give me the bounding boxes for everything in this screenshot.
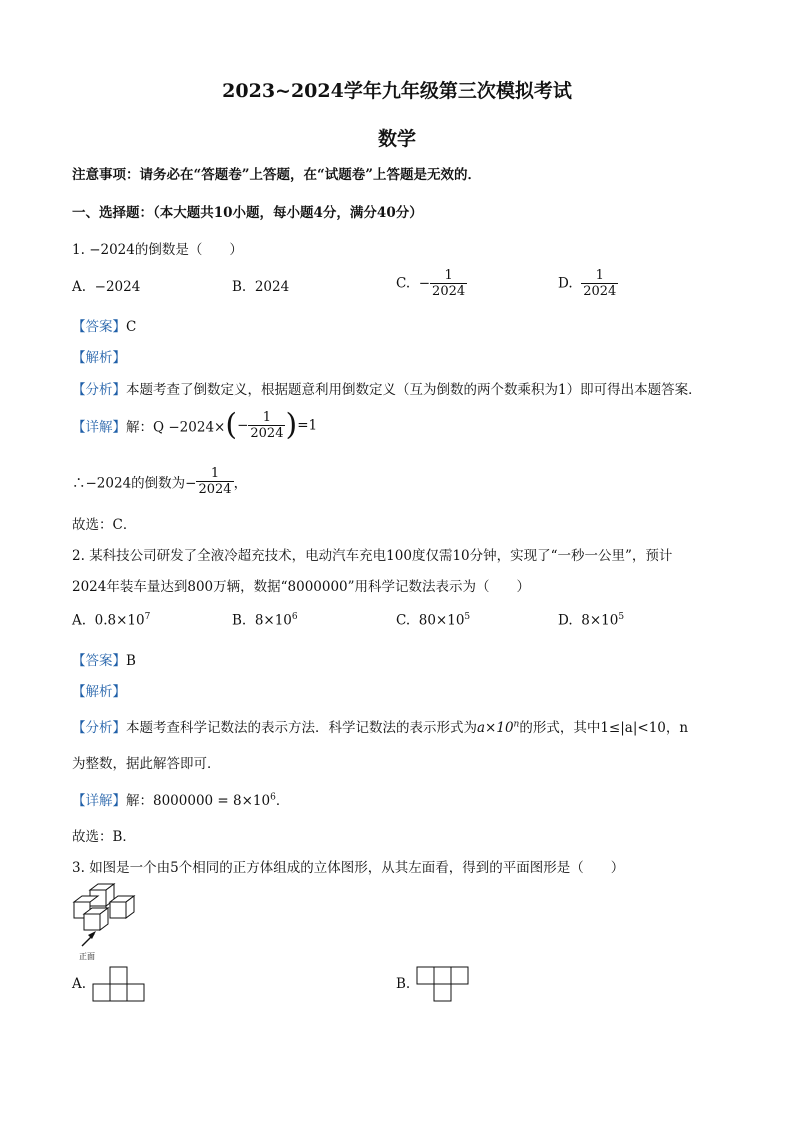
- q1-expr: −2024: [89, 242, 135, 258]
- q2-option-b: [232, 612, 298, 629]
- detail-expr: 解：Q −2024×: [126, 419, 226, 436]
- q1-option-d: [558, 268, 618, 299]
- option-base: 8×10: [254, 612, 292, 629]
- q2-stem-text: 某科技公司研发了全液冷超充技术，电动汽车充电100度仅需10分钟，实现了“一秒一公里”，预计: [89, 548, 673, 564]
- detail-tag: 【详解】: [72, 419, 126, 436]
- notice: 注意事项：请务必在“答题卷”上答题，在“试题卷”上答题是无效的．: [72, 167, 482, 183]
- fraction: [430, 268, 467, 299]
- q2-option-a: [72, 612, 150, 629]
- option-label: A.: [72, 612, 87, 629]
- denominator: 2024: [250, 426, 284, 441]
- detail-result: =1: [297, 417, 318, 434]
- arrow-head: [88, 931, 96, 939]
- q2-answer: [72, 649, 136, 669]
- q1-option-a: [72, 279, 140, 295]
- option-exp: 5: [464, 612, 471, 622]
- detail-exp: 6: [270, 792, 276, 803]
- fenxi-text: 本题考查科学记数法的表示方法．科学记数法的表示形式为: [126, 720, 477, 736]
- fraction: [581, 268, 618, 299]
- q2-detail: [72, 789, 289, 809]
- option-label: B.: [232, 612, 247, 629]
- answer-value: B: [126, 653, 136, 669]
- fenxi-tag: 【分析】: [72, 720, 126, 736]
- page-subtitle: 数学: [377, 128, 416, 150]
- fenxi-expr: a×10: [477, 720, 514, 736]
- q2-number: 2.: [72, 548, 85, 564]
- denominator: 2024: [583, 284, 617, 299]
- q1-option-b: [232, 279, 289, 295]
- option-exp: 6: [291, 612, 298, 622]
- therefore-text: ∴−2024的倒数为−: [72, 475, 197, 492]
- punct: ．: [275, 793, 290, 809]
- q2-choose: 故选：B．: [72, 829, 136, 845]
- q3-stem: [72, 856, 624, 876]
- q1-fenxi: [72, 378, 702, 398]
- q1-detail: [72, 407, 318, 443]
- q2-stem-line1: [72, 544, 672, 564]
- q1-answer: [72, 315, 136, 335]
- fraction: [196, 466, 233, 497]
- section-heading: 一、选择题：（本大题共10小题，每小题4分，满分40分）: [72, 205, 423, 221]
- denominator: 2024: [432, 284, 466, 299]
- numerator: 1: [210, 466, 220, 481]
- option-base: 8×10: [581, 612, 619, 629]
- fenxi-exp: n: [513, 719, 520, 730]
- q3-stem-text: 如图是一个由5个相同的正方体组成的立体图形，从其左面看，得到的平面图形是（ ）: [89, 860, 625, 876]
- page-title: 2023~2024学年九年级第三次模拟考试: [222, 80, 572, 102]
- front-label: 正面: [79, 952, 95, 961]
- q1-stem: [72, 238, 243, 258]
- q1-stem-text: 的倒数是（ ）: [134, 242, 243, 258]
- q2-analysis-tag: 【解析】: [72, 684, 126, 700]
- option-exp: 5: [618, 612, 625, 622]
- option-exp: 7: [144, 612, 151, 622]
- fenxi-text-2: 的形式，其中1≤|a|<10，n: [519, 720, 689, 736]
- option-label: B.: [232, 279, 247, 295]
- option-value: −2024: [94, 279, 141, 295]
- option-sign: −: [418, 275, 431, 292]
- q2-option-d: [558, 612, 624, 629]
- q2-option-c: [396, 612, 470, 629]
- option-base: 0.8×10: [94, 612, 145, 629]
- q2-fenxi: [72, 716, 688, 736]
- option-label: D.: [558, 612, 573, 629]
- denominator: 2024: [198, 482, 232, 497]
- option-label: D.: [558, 275, 573, 292]
- q1-analysis-tag: 【解析】: [72, 350, 126, 366]
- q3-option-a-label: A.: [72, 976, 87, 992]
- right-paren: ): [285, 407, 298, 443]
- answer-tag: 【答案】: [72, 653, 126, 669]
- fraction: [248, 410, 285, 441]
- option-base: 80×10: [418, 612, 465, 629]
- numerator: 1: [262, 410, 272, 425]
- q1-therefore: [72, 466, 247, 497]
- q1-option-c: [396, 268, 467, 299]
- q2-fenxi-line2: 为整数，据此解答即可．: [72, 756, 221, 772]
- answer-tag: 【答案】: [72, 319, 126, 335]
- q1-number: 1.: [72, 242, 85, 258]
- numerator: 1: [444, 268, 453, 283]
- detail-sign: −: [237, 417, 249, 434]
- q3-option-b-shape: [416, 965, 472, 1002]
- q2-stem-line2: 2024年装车量达到800万辆，数据“8000000”用科学记数法表示为（ ）: [72, 579, 531, 595]
- q3-option-b-label: B.: [396, 976, 411, 992]
- q3-number: 3.: [72, 860, 85, 876]
- detail-tag: 【详解】: [72, 793, 126, 809]
- option-value: 2024: [254, 279, 290, 295]
- punct: ，: [233, 475, 248, 492]
- option-label: C.: [396, 612, 411, 629]
- left-paren: (: [225, 407, 238, 443]
- answer-value: C: [126, 319, 137, 335]
- q1-choose: 故选：C．: [72, 517, 137, 533]
- option-label: C.: [396, 275, 411, 292]
- q3-option-a-shape: [92, 965, 148, 1002]
- fenxi-text: 本题考查了倒数定义，根据题意利用倒数定义（互为倒数的两个数乘积为1）即可得出本题答案．: [126, 382, 702, 398]
- option-label: A.: [72, 279, 87, 295]
- detail-expr: 解：8000000 = 8×10: [126, 793, 271, 809]
- numerator: 1: [595, 268, 604, 283]
- fenxi-tag: 【分析】: [72, 382, 126, 398]
